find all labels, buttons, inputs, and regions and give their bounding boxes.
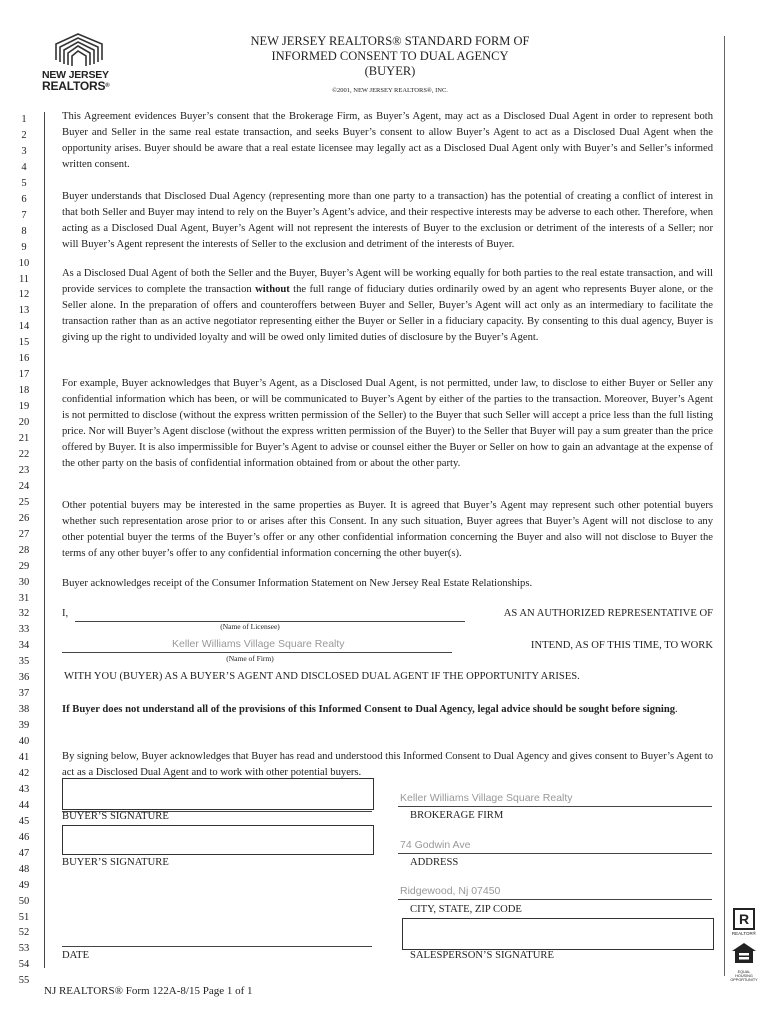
line-number: 47 xyxy=(18,847,30,859)
line-number: 13 xyxy=(18,305,30,317)
line-number: 43 xyxy=(18,783,30,795)
line-number: 33 xyxy=(18,624,30,636)
buyer-signature-box-1[interactable] xyxy=(62,778,374,810)
line-number: 55 xyxy=(18,975,30,987)
line-number: 21 xyxy=(18,433,30,444)
line-number: 24 xyxy=(18,480,30,492)
line-number: 20 xyxy=(18,417,30,429)
line-number: 5 xyxy=(21,177,27,189)
firm-suffix: INTEND, AS OF THIS TIME, TO WORK xyxy=(530,640,713,651)
line-number: 6 xyxy=(21,193,27,205)
line-number: 30 xyxy=(18,576,30,588)
line-number: 1 xyxy=(21,114,27,125)
paragraph-legal-advice: If Buyer does not understand all of the provisions of this Informed Consent to Dual Agency, legal advice should be sought before signing. xyxy=(62,704,678,715)
line-number: 22 xyxy=(18,448,30,460)
line-number: 31 xyxy=(18,592,30,604)
line-number: 52 xyxy=(18,927,30,939)
line-number: 2 xyxy=(21,129,27,141)
line-number: 44 xyxy=(18,799,30,811)
line-number: 18 xyxy=(18,385,30,397)
line-number: 19 xyxy=(18,401,30,413)
form-title-line1: NEW JERSEY REALTORS® STANDARD FORM OF xyxy=(250,34,530,48)
line-number: 27 xyxy=(18,528,30,540)
city-state-zip-field[interactable] xyxy=(398,899,712,900)
line-number: 46 xyxy=(18,831,30,843)
line-number: 8 xyxy=(21,225,27,237)
form-title-line2: INFORMED CONSENT TO DUAL AGENCY xyxy=(271,49,509,63)
logo-text-line2: REALTORS® xyxy=(42,79,110,93)
realtor-caption: REALTOR® xyxy=(731,931,757,936)
paragraph-signing: By signing below, Buyer acknowledges that Buyer has read and understood this Informed Consent to Dual Agency and gives consent to Buyer’s Agent to act as a Disclosed Dual Agent and to work with other potential buyers. xyxy=(62,751,713,779)
address-value: 74 Godwin Ave xyxy=(400,839,471,851)
logo-text-line1: NEW JERSEY xyxy=(42,69,109,81)
line-number: 37 xyxy=(18,688,30,700)
line-number: 4 xyxy=(21,161,27,173)
line-number: 14 xyxy=(18,321,30,333)
paragraph-disclosed-dual-agent: As a Disclosed Dual Agent of both the Seller and the Buyer, Buyer’s Agent will be working equally for both parties to the real estate transaction, and will provide services to complete the transaction without the full range of fiduciary duties ordinarily owed by an agent who represents Buyer alone, or the Seller alone. In the preparation of offers and counteroffers between Buyer and Seller, Buyer’s Agent will act only as an intermediary to facilitate the transaction rather than as an active negotiator representing either the Buyer or Seller in a fiduciary capacity. By consenting to this dual agency, Buyer is giving up the right to undivided loyalty and will be owed only limited duties of disclosure by the Buyer’s Agent. xyxy=(62,268,714,344)
nj-realtors-logo xyxy=(42,30,114,96)
buyer-signature-box-2[interactable] xyxy=(62,825,374,855)
line-number: 16 xyxy=(18,353,30,365)
salesperson-signature-label: SALESPERSON’S SIGNATURE xyxy=(410,950,554,961)
line-number: 15 xyxy=(18,337,30,349)
footer-form-id: NJ REALTORS® Form 122A-8/15 Page 1 of 1 xyxy=(44,985,253,997)
line-number: 17 xyxy=(18,369,30,381)
line-number: 42 xyxy=(18,767,30,779)
line-number: 45 xyxy=(18,815,30,827)
licensee-suffix: AS AN AUTHORIZED REPRESENTATIVE OF xyxy=(503,608,713,619)
paragraph-conflict: Buyer understands that Disclosed Dual Agency (representing more than one party to a transaction) has the potential of creating a conflict of interest in that both Seller and Buyer may intend to rely on the Buyer’s Agent’s advice, and their respective interests may be adverse to each other. Therefore, when acting as a Disclosed Dual Agent, Buyer’s Agent will not represent the interests of Buyer to the exclusion or detriment of the interests of a Seller; nor will Buyer’s Agent represent the interests of Seller to the exclusion and detriment of the interests of Buyer. xyxy=(62,191,713,251)
form-title-line3: (BUYER) xyxy=(364,64,416,78)
paragraph-consent: This Agreement evidences Buyer’s consent that the Brokerage Firm, as Buyer’s Agent, may act as a Disclosed Dual Agent in order to represent both Buyer and Seller in the same real estate transaction, and seeks Buyer’s consent to allow Buyer’s Agent to act as a Disclosed Dual Agent when the opportunity arises. Buyer should be aware that a real estate licensee may legally act as a Disclosed Dual Agent only with Buyer’s and Seller’s informed written consent. xyxy=(62,111,713,171)
equal-housing-house-icon xyxy=(729,941,759,965)
copyright: ©2001, NEW JERSEY REALTORS®, INC. xyxy=(332,87,448,94)
address-label: ADDRESS xyxy=(410,857,459,868)
buyer-signature-label-2: BUYER’S SIGNATURE xyxy=(62,857,169,868)
address-field[interactable] xyxy=(398,853,712,854)
realtor-mark-letter: R xyxy=(733,908,755,930)
line-number: 51 xyxy=(18,911,30,923)
building-stripes-icon xyxy=(42,30,114,70)
licensee-name-caption: (Name of Licensee) xyxy=(220,622,280,631)
right-margin-rule xyxy=(724,36,725,976)
line-number: 49 xyxy=(18,879,30,891)
city-state-zip-label: CITY, STATE, ZIP CODE xyxy=(410,904,522,915)
brokerage-firm-value: Keller Williams Village Square Realty xyxy=(400,792,573,804)
paragraph-other-buyers: Other potential buyers may be interested in the same properties as Buyer. It is agreed that Buyer’s Agent may represent such other potential buyers whether such representation arose prior to or arises after this Consent. In any such situation, Buyer agrees that Buyer’s Agent will not disclose to any other potential buyer the terms of the Buyer’s offer or any other confidential information concerning the Buyer and also will not disclose to Buyer the terms of any other buyer’s offer to any confidential information concerning the other buyer(s). xyxy=(62,500,713,560)
firm-name-value: Keller Williams Village Square Realty xyxy=(172,638,345,650)
line-number: 36 xyxy=(18,672,30,684)
line-number: 10 xyxy=(18,257,30,269)
date-field[interactable] xyxy=(62,946,372,947)
line-number: 54 xyxy=(18,959,30,971)
buyer-signature-label-1: BUYER’S SIGNATURE xyxy=(62,811,169,822)
line-number: 41 xyxy=(18,752,30,763)
equal-housing-icon xyxy=(729,941,759,982)
line-number: 35 xyxy=(18,656,30,668)
city-state-zip-value: Ridgewood, Nj 07450 xyxy=(400,885,501,897)
line-37-text: WITH YOU (BUYER) AS A BUYER’S AGENT AND DISCLOSED DUAL AGENT IF THE OPPORTUNITY ARISES. xyxy=(64,671,580,682)
equal-housing-caption: EQUAL HOUSING OPPORTUNITY xyxy=(730,970,758,982)
left-margin-rule xyxy=(44,112,45,968)
paragraph-cis-receipt: Buyer acknowledges receipt of the Consumer Information Statement on New Jersey Real Estate Relationships. xyxy=(62,578,533,589)
line-number: 3 xyxy=(21,145,27,157)
line-number: 26 xyxy=(18,512,30,524)
line-number: 12 xyxy=(18,289,30,301)
licensee-prefix: I, xyxy=(62,608,69,619)
line-number: 50 xyxy=(18,895,30,907)
firm-name-field[interactable] xyxy=(62,652,452,653)
line-number: 25 xyxy=(18,496,30,508)
line-number: 39 xyxy=(18,720,30,732)
line-number: 9 xyxy=(21,241,27,253)
line-number: 32 xyxy=(18,608,30,620)
line-number: 38 xyxy=(18,704,30,716)
line-number: 53 xyxy=(18,943,30,955)
line-number: 7 xyxy=(21,209,27,221)
line-number: 28 xyxy=(18,544,30,556)
date-label: DATE xyxy=(62,950,90,961)
line-number: 34 xyxy=(18,640,30,652)
line-number: 23 xyxy=(18,464,30,476)
brokerage-firm-field[interactable] xyxy=(398,806,712,807)
firm-name-caption: (Name of Firm) xyxy=(226,654,274,663)
paragraph-example: For example, Buyer acknowledges that Buyer’s Agent, as a Disclosed Dual Agent, is not permitted, under law, to disclose to either Buyer or Seller any confidential information which has been, or will be communicated to Buyer’s Agent by either of the parties to the transaction. Moreover, Buyer’s Agent is not permitted to disclose (without the express written permission of the Seller) to the Buyer that such Seller will accept a price less than the full listing price. Nor will Buyer’s Agent disclose (without the express written permission of the Buyer) to the Seller that Buyer will pay a sum greater than the price offered by Buyer. It is also impermissible for Buyer’s Agent to advise or counsel either the Buyer or Seller on how to gain an advantage at the expense of the other party on the basis of confidential information obtained from or about the other party. xyxy=(62,378,713,470)
salesperson-signature-box[interactable] xyxy=(402,918,714,950)
line-number: 40 xyxy=(18,736,30,748)
realtor-mark-icon xyxy=(731,908,757,936)
line-number: 11 xyxy=(18,273,30,285)
line-number: 29 xyxy=(18,560,30,572)
brokerage-firm-label: BROKERAGE FIRM xyxy=(410,810,504,821)
line-number: 48 xyxy=(18,863,30,875)
